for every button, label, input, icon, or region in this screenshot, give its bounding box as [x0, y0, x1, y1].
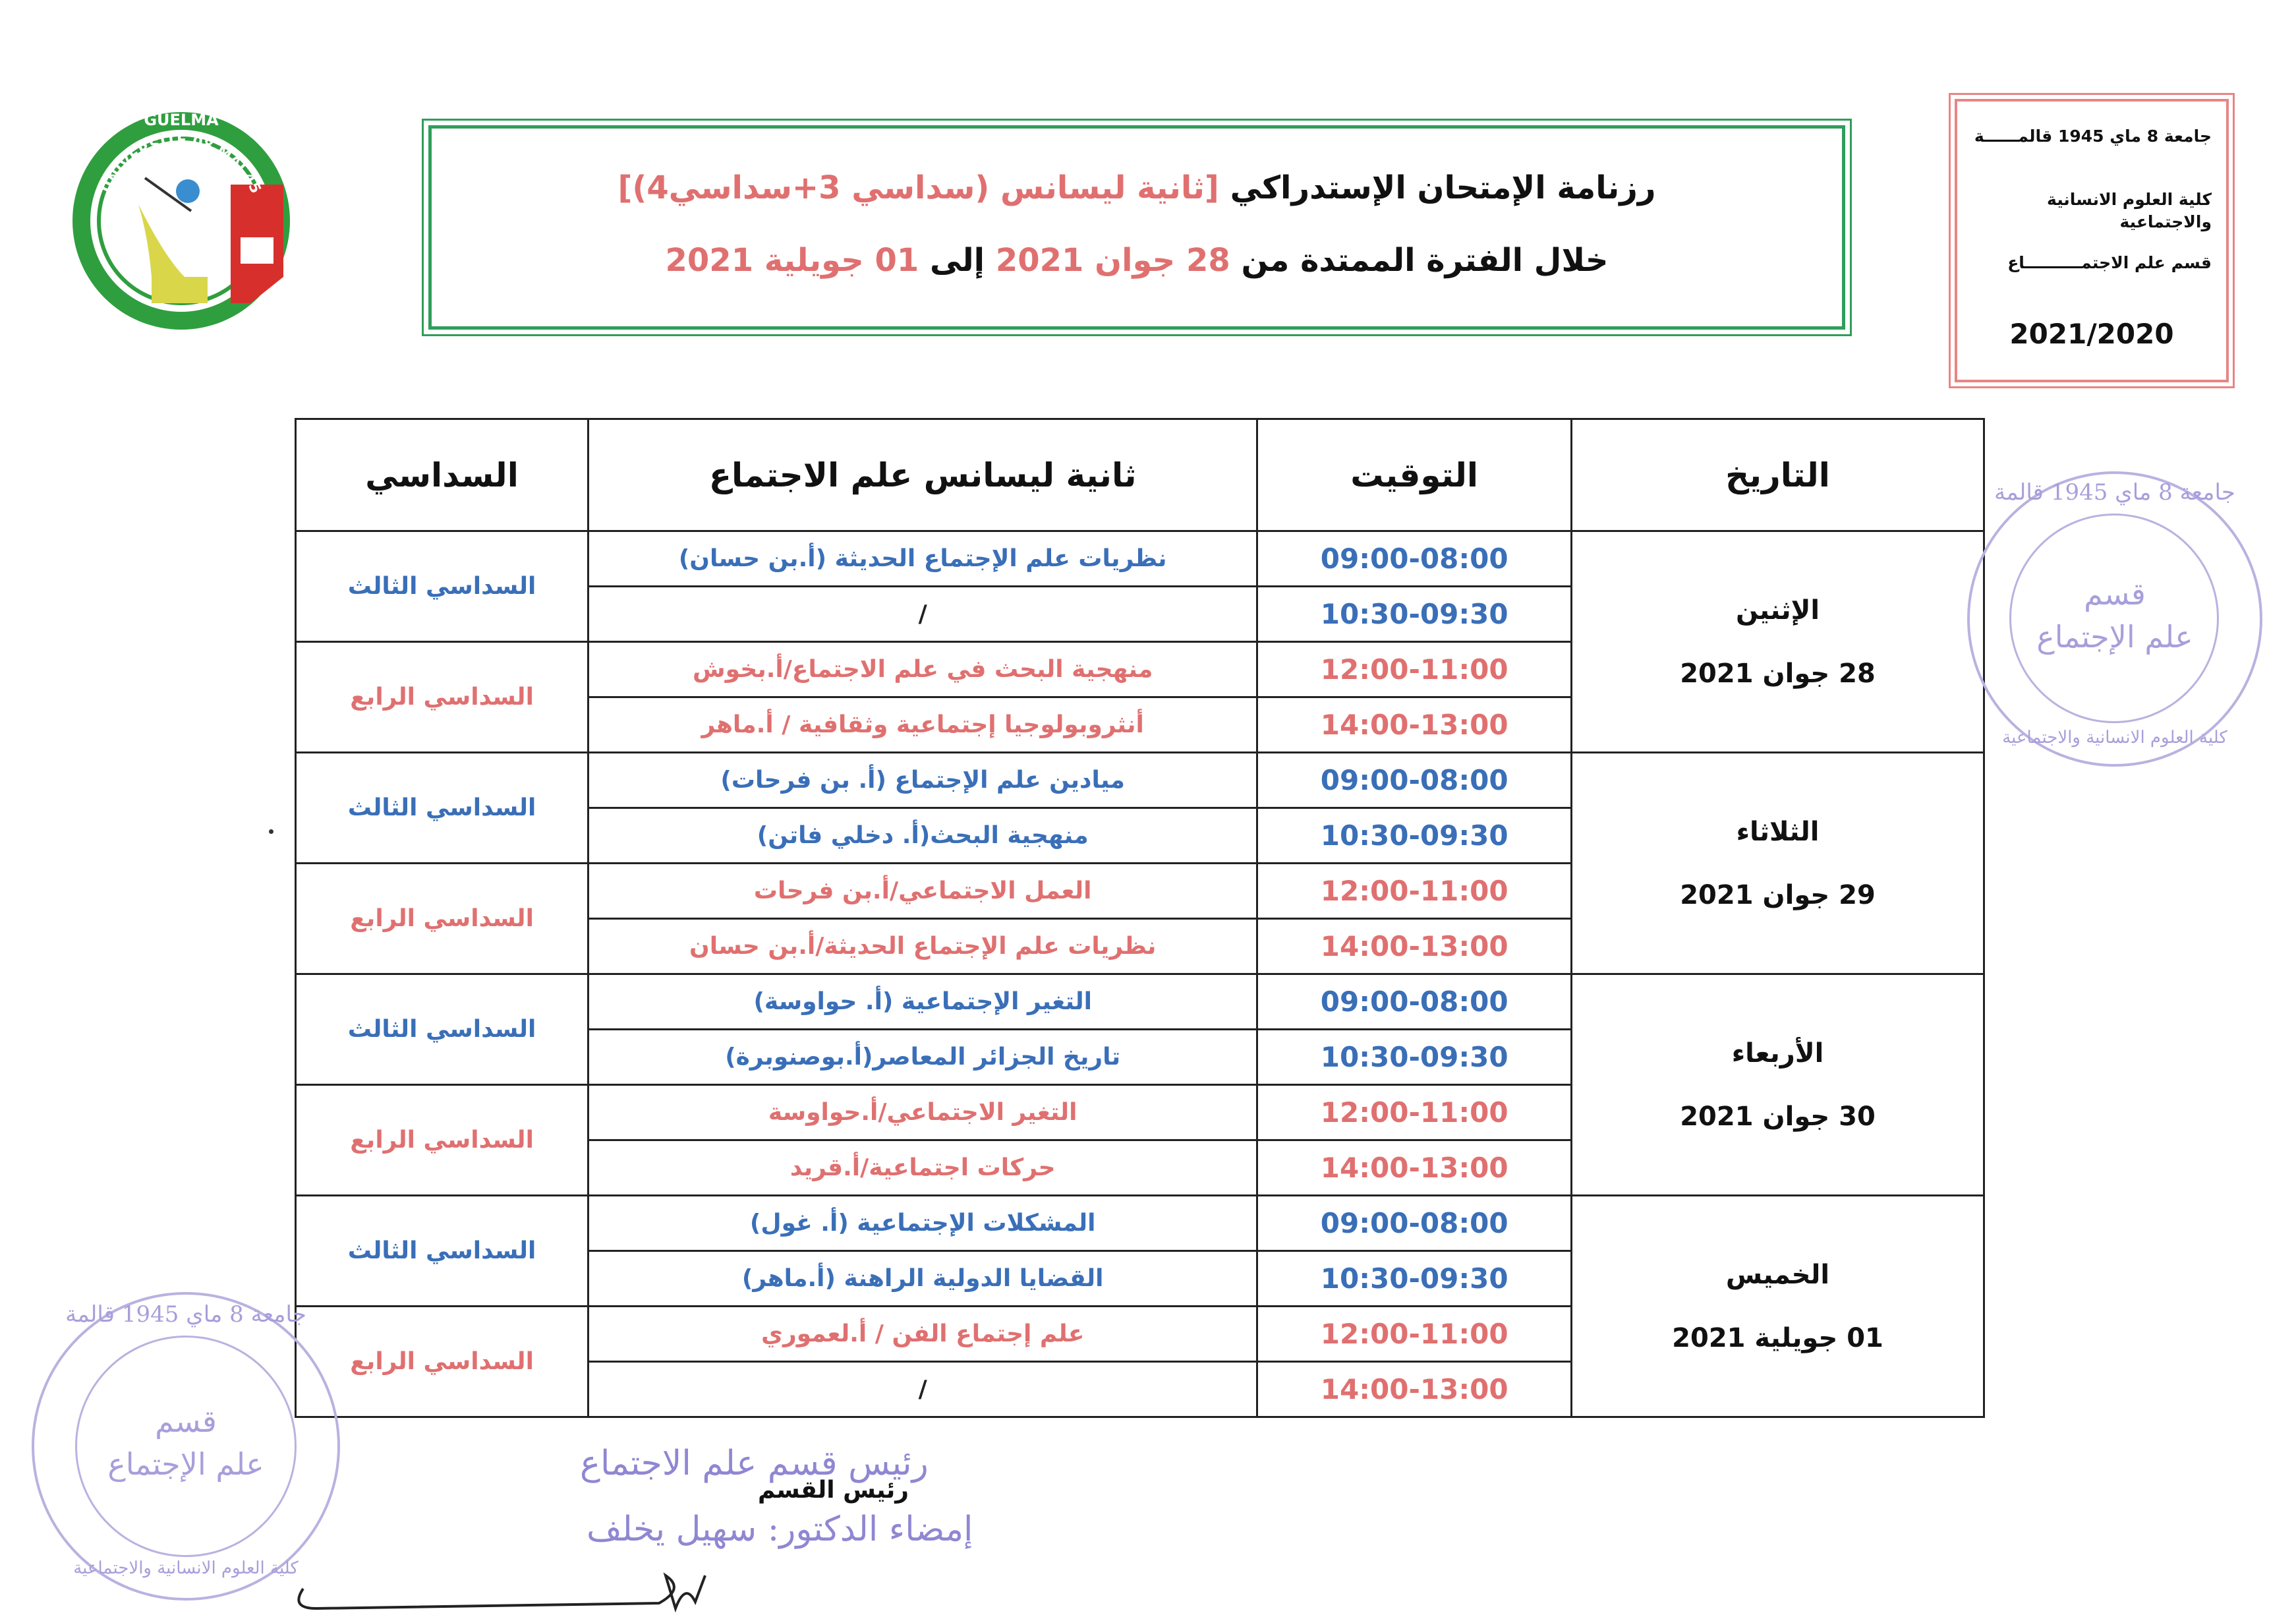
period-start: 28 جوان 2021 — [995, 242, 1230, 279]
semester-cell: السداسي الثالث — [296, 974, 588, 1085]
signature-stamp-name: إمضاء الدكتور: سهيل يخلف — [587, 1510, 973, 1549]
exam-schedule-table — [295, 418, 1985, 1418]
time-cell: 10:30-09:30 — [1257, 808, 1572, 864]
stamp-inner-ring — [2009, 514, 2219, 723]
stamp-center-1: قسم — [155, 1403, 217, 1439]
day-date: 29 جوان 2021 — [1680, 879, 1876, 910]
day-date: 30 جوان 2021 — [1680, 1101, 1876, 1132]
day-name: الثلاثاء — [1736, 816, 1820, 847]
module-cell: المشكلات الإجتماعية (أ. غول) — [588, 1196, 1257, 1251]
signature-stamp-title: رئيس قسم علم الاجتماع — [580, 1444, 929, 1483]
day-name: الخميس — [1725, 1259, 1830, 1290]
logo-top-text: GUELMA — [144, 111, 219, 129]
semester-cell: السداسي الرابع — [296, 1307, 588, 1417]
stamp-ring-bottom: كلية العلوم الانسانية والاجتماعية — [2002, 728, 2227, 748]
institution-box — [1955, 99, 2229, 382]
module-cell: القضايا الدولية الراهنة (أ.ماهر) — [588, 1251, 1257, 1307]
department-stamp-right — [1967, 471, 2262, 767]
table-row — [296, 974, 1984, 1030]
time-cell: 12:00-11:00 — [1257, 642, 1572, 697]
module-cell: منهجية البحث(أ. دخلي فاتن) — [588, 808, 1257, 864]
time-cell: 12:00-11:00 — [1257, 1085, 1572, 1140]
stray-dot — [269, 829, 273, 834]
time-cell: 12:00-11:00 — [1257, 1307, 1572, 1362]
table-row — [296, 1196, 1984, 1251]
semester-cell: السداسي الثالث — [296, 531, 588, 642]
module-cell: التغير الاجتماعي/أ.حواوسة — [588, 1085, 1257, 1140]
module-cell: ميادين علم الإجتماع (أ. بن فرحات) — [588, 753, 1257, 808]
faculty-name: كلية العلوم الانسانية والاجتماعية — [2047, 190, 2212, 231]
day-name: الأربعاء — [1731, 1038, 1824, 1069]
module-cell: علم إجتماع الفن / أ.لعموري — [588, 1307, 1257, 1362]
module-cell: حركات اجتماعية/أ.قريد — [588, 1140, 1257, 1196]
department-name: قسم علم الاجتمــــــــــاع — [2007, 253, 2212, 272]
title-highlight: [ثانية ليسانس (سداسي 3+سداسي4)] — [617, 169, 1219, 206]
logo-ring-text: UNIVERSITE 08 MAI 45 — [98, 132, 264, 196]
module-cell: تاريخ الجزائر المعاصر(أ.بوصنوبرة) — [588, 1030, 1257, 1085]
date-cell — [1572, 753, 1984, 974]
day-date: 01 جويلية 2021 — [1672, 1322, 1883, 1353]
handwritten-signature — [290, 1562, 712, 1615]
stamp-center-2: علم الإجتماع — [107, 1446, 264, 1482]
signature-label: رئيس القسم — [758, 1477, 909, 1504]
time-cell: 14:00-13:00 — [1257, 1140, 1572, 1196]
time-cell: 09:00-08:00 — [1257, 753, 1572, 808]
department-stamp-left — [32, 1292, 340, 1601]
time-cell: 09:00-08:00 — [1257, 1196, 1572, 1251]
university-logo — [66, 105, 297, 336]
module-cell: نظريات علم الإجتماع الحديثة (أ.بن حسان) — [588, 531, 1257, 587]
semester-cell: السداسي الرابع — [296, 642, 588, 753]
module-cell: / — [588, 1362, 1257, 1417]
stamp-ring-text: جامعة 8 ماي 1945 قالمة — [1994, 479, 2235, 506]
module-cell: منهجية البحث في علم الاجتماع/أ.بخوش — [588, 642, 1257, 697]
date-cell — [1572, 531, 1984, 753]
academic-year: 2021/2020 — [2009, 318, 2174, 350]
time-cell: 09:00-08:00 — [1257, 531, 1572, 587]
period-label: خلال الفترة الممتدة من — [1241, 242, 1609, 279]
stamp-ring-text: جامعة 8 ماي 1945 قالمة — [65, 1301, 306, 1328]
table-row — [296, 531, 1984, 587]
period-end: 01 جويلية 2021 — [665, 242, 919, 279]
title-line-1 — [432, 169, 1842, 206]
header-module: ثانية ليسانس علم الاجتماع — [588, 419, 1257, 531]
header-date: التاريخ — [1572, 419, 1984, 531]
module-cell: أنثروبولوجيا إجتماعية وثقافية / أ.ماهر — [588, 697, 1257, 753]
date-cell — [1572, 1196, 1984, 1417]
semester-cell: السداسي الرابع — [296, 1085, 588, 1196]
stamp-ring-bottom: كلية العلوم الانسانية والاجتماعية — [73, 1558, 299, 1578]
title-prefix: رزنامة الإمتحان الإستدراكي — [1230, 169, 1656, 206]
university-name: جامعة 8 ماي 1945 قالمــــــة — [1974, 127, 2212, 146]
table-row — [296, 753, 1984, 808]
title-line-2 — [432, 242, 1842, 279]
semester-cell: السداسي الرابع — [296, 864, 588, 974]
date-cell — [1572, 974, 1984, 1196]
time-cell: 14:00-13:00 — [1257, 1362, 1572, 1417]
time-cell: 14:00-13:00 — [1257, 919, 1572, 974]
period-to: إلى — [930, 242, 985, 279]
semester-cell: السداسي الثالث — [296, 753, 588, 864]
header-semester: السداسي — [296, 419, 588, 531]
time-cell: 10:30-09:30 — [1257, 1251, 1572, 1307]
time-cell: 14:00-13:00 — [1257, 697, 1572, 753]
time-cell: 10:30-09:30 — [1257, 587, 1572, 642]
module-cell: نظريات علم الإجتماع الحديثة/أ.بن حسان — [588, 919, 1257, 974]
stamp-center-1: قسم — [2084, 576, 2146, 612]
table-header-row — [296, 419, 1984, 531]
time-cell: 10:30-09:30 — [1257, 1030, 1572, 1085]
module-cell: العمل الاجتماعي/أ.بن فرحات — [588, 864, 1257, 919]
module-cell: التغير الإجتماعية (أ. حواوسة) — [588, 974, 1257, 1030]
semester-cell: السداسي الثالث — [296, 1196, 588, 1307]
time-cell: 12:00-11:00 — [1257, 864, 1572, 919]
title-box — [428, 125, 1845, 330]
time-cell: 09:00-08:00 — [1257, 974, 1572, 1030]
day-name: الإثنين — [1735, 595, 1820, 626]
day-date: 28 جوان 2021 — [1680, 658, 1876, 689]
stamp-center-2: علم الإجتماع — [2036, 619, 2193, 655]
module-cell: / — [588, 587, 1257, 642]
header-time: التوقيت — [1257, 419, 1572, 531]
